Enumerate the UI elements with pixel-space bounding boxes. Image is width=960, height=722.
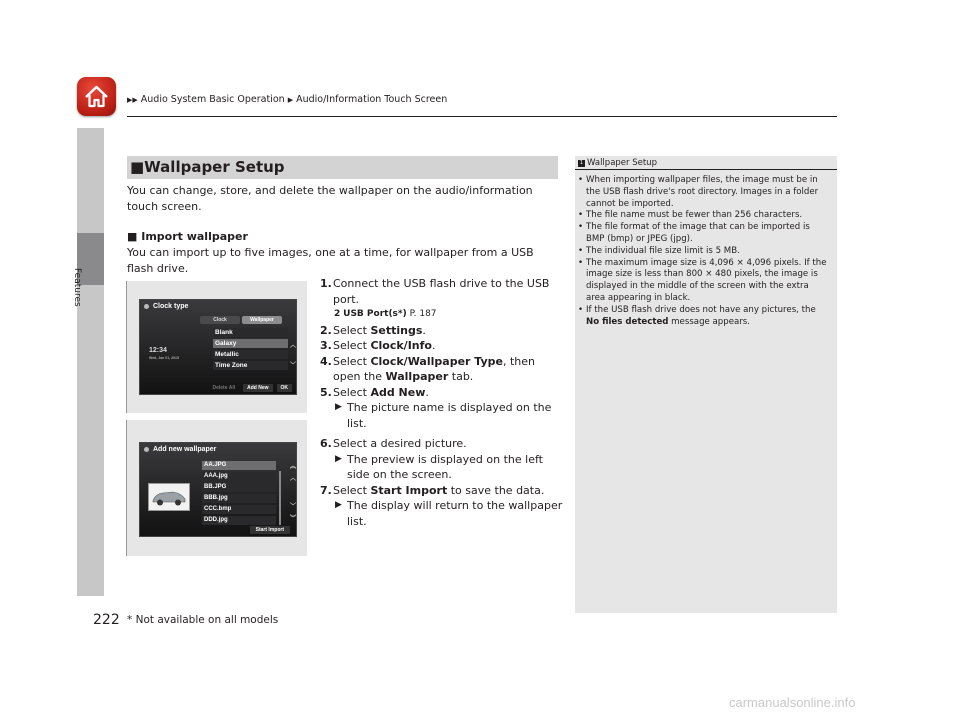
- step-7: 7. Select Start Import to save the data. ▶ The display will return to the wallpaper list.: [320, 483, 565, 530]
- breadcrumb-item[interactable]: Audio/Information Touch Screen: [296, 94, 448, 105]
- step-5: 5. Select Add New. ▶ The picture name is displayed on the list.: [320, 385, 565, 432]
- cross-reference[interactable]: 2 USB Port(s*) P. 187: [334, 309, 437, 319]
- back-icon[interactable]: [144, 304, 149, 309]
- clock-date: Wed, Jan 01, 2015: [149, 356, 179, 360]
- intro-text: You can change, store, and delete the wallpaper on the audio/information touch screen.: [127, 184, 533, 213]
- screenshot-add-new-wallpaper: [126, 420, 307, 556]
- note-item: • The maximum image size is 4,096 × 4,096 pixels. If the image size is less than 800 × 480 pixels, the image is displayed in the middle of the screen with the extra area appearing in black.: [578, 257, 827, 303]
- note-icon: 1: [579, 159, 584, 166]
- result-arrow-icon: ▶: [335, 500, 342, 510]
- home-icon: [83, 83, 110, 110]
- note-item: • The individual file size limit is 5 MB.: [578, 245, 740, 256]
- file-item[interactable]: AAA.jpg: [202, 472, 276, 481]
- wallpaper-preview: [148, 483, 190, 511]
- screen-tabs: [200, 316, 282, 324]
- option-time-zone[interactable]: Time Zone: [213, 361, 288, 370]
- breadcrumb-arrow-icon: ▶: [287, 95, 294, 104]
- screen-title: Clock type: [144, 303, 188, 310]
- scrollbar[interactable]: [279, 471, 281, 525]
- section-title: ■Wallpaper Setup: [130, 158, 285, 176]
- home-button[interactable]: [77, 77, 116, 116]
- reference-icon: 2: [334, 309, 341, 319]
- import-description: You can import up to five images, one at a time, for wallpaper from a USB flash drive.: [127, 246, 534, 275]
- tab-wallpaper[interactable]: Wallpaper: [242, 316, 282, 324]
- result-arrow-icon: ▶: [335, 402, 342, 412]
- screen-title: Add new wallpaper: [144, 446, 216, 453]
- touch-screen: [139, 299, 297, 395]
- step-2: 2. Select Settings.: [320, 323, 426, 337]
- note-item: • If the USB flash drive does not have any pictures, the No files detected message appears.: [578, 304, 816, 327]
- step-3: 3. Select Clock/Info.: [320, 339, 436, 352]
- subsection-heading: ■ Import wallpaper: [127, 230, 248, 243]
- header-divider: [127, 116, 837, 117]
- step-6: 6. Select a desired picture. ▶ The preview is displayed on the left side on the screen.: [320, 436, 565, 483]
- footnote: * Not available on all models: [127, 614, 279, 626]
- clock-preview: 12:34: [149, 347, 167, 354]
- file-item[interactable]: AA.JPG: [202, 461, 276, 470]
- watermark: carmanualsonline.info: [729, 695, 856, 710]
- file-item[interactable]: BBB.jpg: [202, 494, 276, 503]
- file-item[interactable]: DDD.jpg: [202, 516, 276, 525]
- note-item: • The file format of the image that can be imported is BMP (bmp) or JPEG (jpg).: [578, 222, 810, 244]
- delete-all-button[interactable]: Delete All: [212, 385, 236, 391]
- step-result: ▶ The picture name is displayed on the list.: [335, 401, 552, 430]
- result-arrow-icon: ▶: [335, 453, 342, 464]
- car-icon: [149, 484, 189, 510]
- file-item[interactable]: BB.JPG: [202, 483, 276, 492]
- notes-divider: [575, 169, 837, 170]
- file-item[interactable]: CCC.bmp: [202, 505, 276, 514]
- scroll-up-icon[interactable]: ︿: [290, 343, 297, 349]
- step-list: [320, 276, 565, 529]
- start-import-button[interactable]: Start Import: [250, 526, 290, 534]
- note-item: • When importing wallpaper files, the image must be in the USB flash drive's root directory. Images in a folder cannot be imported.: [578, 175, 819, 209]
- option-blank[interactable]: Blank: [213, 328, 288, 337]
- back-icon[interactable]: [144, 447, 149, 452]
- add-new-button[interactable]: Add New: [243, 384, 272, 392]
- breadcrumb-arrow-icon: ▶▶: [127, 95, 138, 104]
- section-header: [127, 156, 558, 179]
- option-galaxy[interactable]: Galaxy: [213, 339, 288, 348]
- page-down-icon[interactable]: ︾: [290, 516, 297, 522]
- ok-button[interactable]: OK: [277, 384, 293, 392]
- screenshot-clock-type: [126, 281, 307, 413]
- page-number: 222: [93, 612, 120, 628]
- scroll-down-icon[interactable]: ﹀: [290, 363, 297, 369]
- notes-list: [578, 175, 830, 328]
- page-up-icon[interactable]: ︽: [290, 464, 297, 470]
- breadcrumb-item[interactable]: Audio System Basic Operation: [140, 94, 285, 105]
- tab-clock[interactable]: Clock: [200, 316, 240, 324]
- notes-title: 1 Wallpaper Setup: [579, 158, 657, 168]
- chapter-tab-strip: [77, 128, 104, 596]
- chapter-label: Features: [72, 268, 82, 307]
- step-result: ▶ The display will return to the wallpaper list.: [335, 499, 563, 528]
- step-1: 1. Connect the USB flash drive to the USB port. 2 USB Port(s*) P. 187: [320, 276, 565, 323]
- touch-screen: [139, 442, 297, 537]
- scroll-up-icon[interactable]: ︿: [290, 476, 297, 482]
- step-result: ▶ The preview is displayed on the left side on the screen.: [335, 452, 543, 481]
- screen-buttons: [140, 384, 296, 392]
- option-metallic[interactable]: Metallic: [213, 350, 288, 359]
- step-4: 4. Select Clock/Wallpaper Type, then open the Wallpaper tab.: [320, 354, 536, 383]
- breadcrumb: [127, 94, 447, 105]
- note-item: • The file name must be fewer than 256 characters.: [578, 210, 803, 221]
- scroll-down-icon[interactable]: ﹀: [290, 504, 297, 510]
